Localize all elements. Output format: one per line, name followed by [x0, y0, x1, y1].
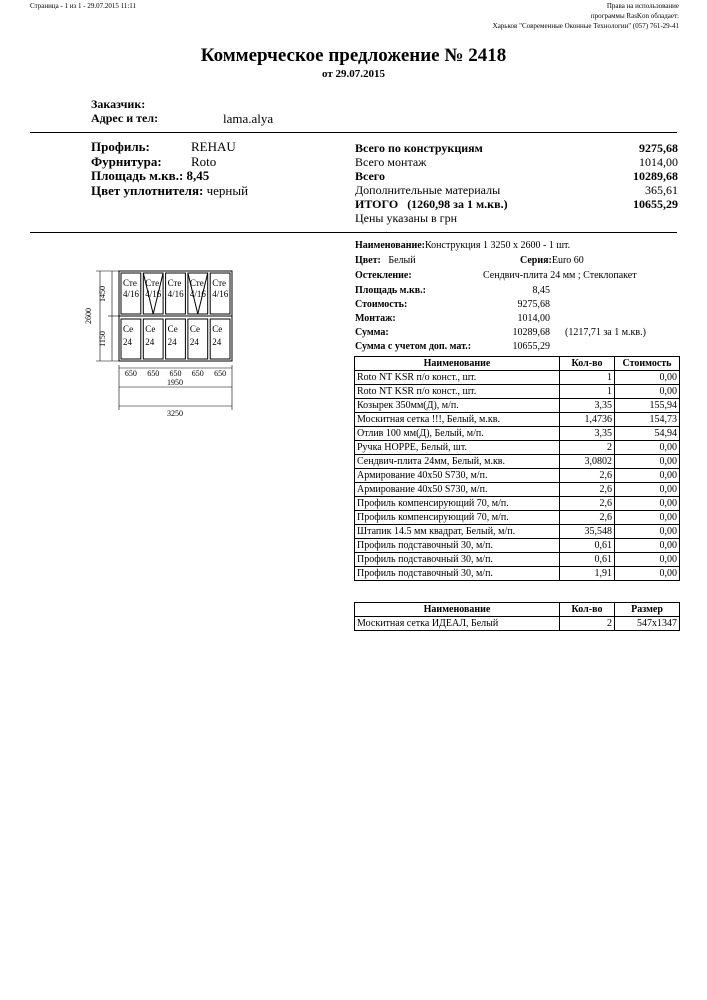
- cell-value: 0,00: [615, 525, 680, 539]
- total-constructions-label: Всего по конструкциям: [355, 141, 483, 155]
- cell-name: Москитная сетка !!!, Белый, м.кв.: [355, 413, 560, 427]
- page-info: Страница - 1 из 1 - 29.07.2015 11:11: [30, 2, 137, 10]
- panel-top-sub: 4/16: [189, 289, 206, 299]
- series-label: Серия:: [520, 255, 552, 266]
- cell-qty: 3,35: [560, 399, 615, 413]
- extras-header-name: Наименование: [355, 603, 560, 617]
- cell-value: 0,00: [615, 371, 680, 385]
- cell-qty: 1: [560, 371, 615, 385]
- construction-name-label: Наименование:: [355, 240, 425, 251]
- profile-label: Профиль:: [91, 139, 150, 154]
- cell-qty: 1,91: [560, 567, 615, 581]
- itogo-row: [355, 197, 680, 211]
- divider-top: [30, 132, 677, 133]
- extras-header-row: [355, 603, 680, 617]
- cell-value: 0,00: [615, 497, 680, 511]
- materials-header-qty: Кол-во: [560, 357, 615, 371]
- materials-row: [355, 455, 680, 469]
- materials-row: [355, 399, 680, 413]
- panel-top-label: Сте: [123, 278, 137, 288]
- cell-name: Roto NT KSR п/о конст., шт.: [355, 371, 560, 385]
- panel-top-sub: 4/16: [123, 289, 140, 299]
- dim-height-bottom: 1150: [98, 331, 107, 347]
- cell-name: Профиль подставочный 30, м/п.: [355, 567, 560, 581]
- cell-qty: 1,4736: [560, 413, 615, 427]
- panel-top-label: Сте: [212, 278, 227, 288]
- cost-label: Стоимость:: [355, 299, 408, 310]
- glazing-row: [355, 270, 637, 281]
- total-row: [355, 169, 680, 183]
- dim-height-top: 1450: [98, 286, 107, 302]
- cell-qty: 2,6: [560, 469, 615, 483]
- panel-bottom-label: Се: [167, 324, 178, 334]
- total-installation-row: [355, 155, 680, 169]
- total-installation-value: 1014,00: [639, 155, 678, 169]
- rights-line-2: программы RasKon обладает:: [590, 12, 679, 20]
- dim-segment: 650: [147, 369, 160, 378]
- window-drawing: [78, 262, 248, 422]
- construction-area-value: 8,45: [532, 285, 550, 296]
- cell-value: 0,00: [615, 511, 680, 525]
- itogo-per-m2: (1260,98 за 1 м.кв.): [407, 197, 508, 211]
- materials-row: [355, 385, 680, 399]
- document-title: Коммерческое предложение № 2418: [200, 45, 507, 66]
- glazing-value: Сендвич-плита 24 мм ; Стеклопакет: [483, 270, 637, 281]
- install-row: [355, 313, 550, 324]
- cell-name: Профиль компенсирующий 70, м/п.: [355, 497, 560, 511]
- area-value: 8,45: [186, 168, 210, 183]
- panel-bottom-sub: 24: [123, 337, 132, 347]
- additional-row: [355, 183, 680, 197]
- dim-segment: 650: [191, 369, 204, 378]
- currency-row: [355, 211, 680, 225]
- cell-value: 0,00: [615, 553, 680, 567]
- cell-value: 54,94: [615, 427, 680, 441]
- cell-qty: 2,6: [560, 497, 615, 511]
- cell-name: Roto NT KSR п/о конст., шт.: [355, 385, 560, 399]
- cell-qty: 0,61: [560, 539, 615, 553]
- materials-header-row: [355, 357, 680, 371]
- extras-header-size: Размер: [615, 603, 680, 617]
- construction-series-row: [520, 255, 584, 266]
- sum-add-value: 10655,29: [512, 341, 550, 352]
- total-label: Всего: [355, 169, 385, 183]
- materials-table: [354, 356, 680, 581]
- color-label: Цвет:: [355, 255, 381, 266]
- glazing-label: Остекление:: [355, 270, 412, 281]
- hardware-value: Roto: [191, 153, 217, 169]
- cell-qty: 3,0802: [560, 455, 615, 469]
- extras-row: [355, 617, 680, 631]
- materials-header-name: Наименование: [355, 357, 560, 371]
- cell-qty: 0,61: [560, 553, 615, 567]
- hardware-label: Фурнитура:: [91, 153, 162, 169]
- sum-add-label: Сумма с учетом доп. мат.:: [355, 341, 472, 352]
- cell-qty: 1: [560, 385, 615, 399]
- materials-header-cost: Стоимость: [615, 357, 680, 371]
- panel-top-label: Сте: [167, 278, 182, 288]
- materials-row: [355, 441, 680, 455]
- seal-value: черный: [206, 182, 249, 198]
- cell-qty: 2,6: [560, 483, 615, 497]
- cell-name: Козырек 350мм(Д), м/п.: [355, 399, 560, 413]
- sum-add-row: [355, 341, 550, 352]
- cell-value: 0,00: [615, 455, 680, 469]
- cell-value: 0,00: [615, 539, 680, 553]
- seal-label: Цвет уплотнителя:: [91, 182, 204, 198]
- materials-row: [355, 539, 680, 553]
- install-value: 1014,00: [517, 313, 550, 324]
- address-value: lama.alya: [223, 111, 274, 126]
- construction-name-value: Конструкция 1 3250 x 2600 - 1 шт.: [425, 240, 571, 251]
- color-value: Белый: [388, 255, 416, 266]
- cell-qty: 2: [560, 617, 615, 631]
- panel-bottom-sub: 24: [167, 337, 177, 347]
- total-installation-label: Всего монтаж: [355, 155, 427, 169]
- cell-name: Москитная сетка ИДЕАЛ, Белый: [355, 617, 560, 631]
- cell-value: 0,00: [615, 469, 680, 483]
- cell-name: Ручка HOPPE, Белый, шт.: [355, 441, 560, 455]
- panel-top-label: Сте: [145, 278, 160, 288]
- divider-middle: [30, 232, 677, 233]
- cell-value: 0,00: [615, 385, 680, 399]
- panel-top-sub: 4/16: [167, 289, 184, 299]
- construction-area-row: [355, 285, 550, 296]
- cost-value: 9275,68: [517, 299, 550, 310]
- materials-row: [355, 469, 680, 483]
- specs-block: [91, 140, 248, 198]
- additional-label: Дополнительные материалы: [355, 183, 501, 197]
- sum-value: 10289,68: [512, 327, 550, 338]
- address-label: Адрес и тел:: [91, 111, 159, 125]
- cell-qty: 2,6: [560, 511, 615, 525]
- materials-row: [355, 553, 680, 567]
- sum-per-m2: (1217,71 за 1 м.кв.): [565, 327, 646, 338]
- cell-value: 547x1347: [615, 617, 680, 631]
- customer-label: Заказчик:: [91, 97, 146, 111]
- cell-name: Сендвич-плита 24мм, Белый, м.кв.: [355, 455, 560, 469]
- materials-row: [355, 511, 680, 525]
- cell-qty: 3,35: [560, 427, 615, 441]
- rights-line-1: Права на использование: [606, 2, 679, 10]
- cell-value: 0,00: [615, 441, 680, 455]
- materials-row: [355, 525, 680, 539]
- cell-qty: 35,548: [560, 525, 615, 539]
- cell-name: Профиль подставочный 30, м/п.: [355, 553, 560, 567]
- panel-top-sub: 4/16: [145, 289, 162, 299]
- construction-area-label: Площадь м.кв.:: [355, 285, 426, 296]
- cell-value: 0,00: [615, 567, 680, 581]
- itogo-value: 10655,29: [633, 197, 678, 211]
- materials-row: [355, 567, 680, 581]
- dim-mid: 1950: [167, 378, 183, 387]
- cell-name: Армирование 40x50 S730, м/п.: [355, 483, 560, 497]
- materials-row: [355, 483, 680, 497]
- total-constructions-row: [355, 141, 680, 155]
- additional-value: 365,61: [645, 183, 678, 197]
- total-value: 10289,68: [633, 169, 678, 183]
- area-label: Площадь м.кв.:: [91, 168, 184, 183]
- panel-top-sub: 4/16: [212, 289, 229, 299]
- document-date: от 29.07.2015: [321, 68, 385, 80]
- sum-row: [355, 327, 550, 338]
- panel-bottom-sub: 24: [145, 337, 155, 347]
- materials-row: [355, 413, 680, 427]
- panel-bottom-sub: 24: [189, 337, 199, 347]
- itogo-label: ИТОГО: [355, 197, 399, 211]
- currency-note: Цены указаны в грн: [355, 211, 458, 225]
- series-value: Euro 60: [551, 255, 584, 266]
- dim-segment: 650: [214, 369, 227, 378]
- cell-name: Армирование 40x50 S730, м/п.: [355, 469, 560, 483]
- dim-segment: 650: [169, 369, 182, 378]
- cell-value: 154,73: [615, 413, 680, 427]
- dim-height-total: 2600: [84, 308, 93, 324]
- cell-value: 155,94: [615, 399, 680, 413]
- cell-qty: 2: [560, 441, 615, 455]
- rights-line-3: Харьков "Современные Оконные Технологии" (057) 761-29-41: [492, 22, 679, 30]
- panel-bottom-sub: 24: [212, 337, 222, 347]
- materials-row: [355, 371, 680, 385]
- construction-color-row: [355, 255, 416, 266]
- sum-label: Сумма:: [355, 327, 389, 338]
- cell-name: Профиль компенсирующий 70, м/п.: [355, 511, 560, 525]
- cost-row: [355, 299, 550, 310]
- panel-bottom-label: Се: [189, 324, 201, 334]
- dim-total: 3250: [167, 409, 183, 418]
- materials-row: [355, 497, 680, 511]
- cell-name: Отлив 100 мм(Д), Белый, м/п.: [355, 427, 560, 441]
- extras-table: [354, 602, 680, 631]
- panel-bottom-label: Се: [145, 324, 156, 334]
- total-constructions-value: 9275,68: [639, 141, 678, 155]
- cell-name: Профиль подставочный 30, м/п.: [355, 539, 560, 553]
- construction-name-row: [355, 240, 570, 251]
- materials-row: [355, 427, 680, 441]
- cell-value: 0,00: [615, 483, 680, 497]
- panel-bottom-label: Се: [123, 324, 134, 334]
- install-label: Монтаж:: [355, 313, 396, 324]
- profile-value: REHAU: [191, 139, 236, 154]
- panel-bottom-label: Се: [212, 324, 223, 334]
- cell-name: Штапик 14.5 мм квадрат, Белый, м/п.: [355, 525, 560, 539]
- panel-top-label: Сте: [189, 278, 204, 288]
- extras-header-qty: Кол-во: [560, 603, 615, 617]
- dim-segment: 650: [124, 369, 137, 378]
